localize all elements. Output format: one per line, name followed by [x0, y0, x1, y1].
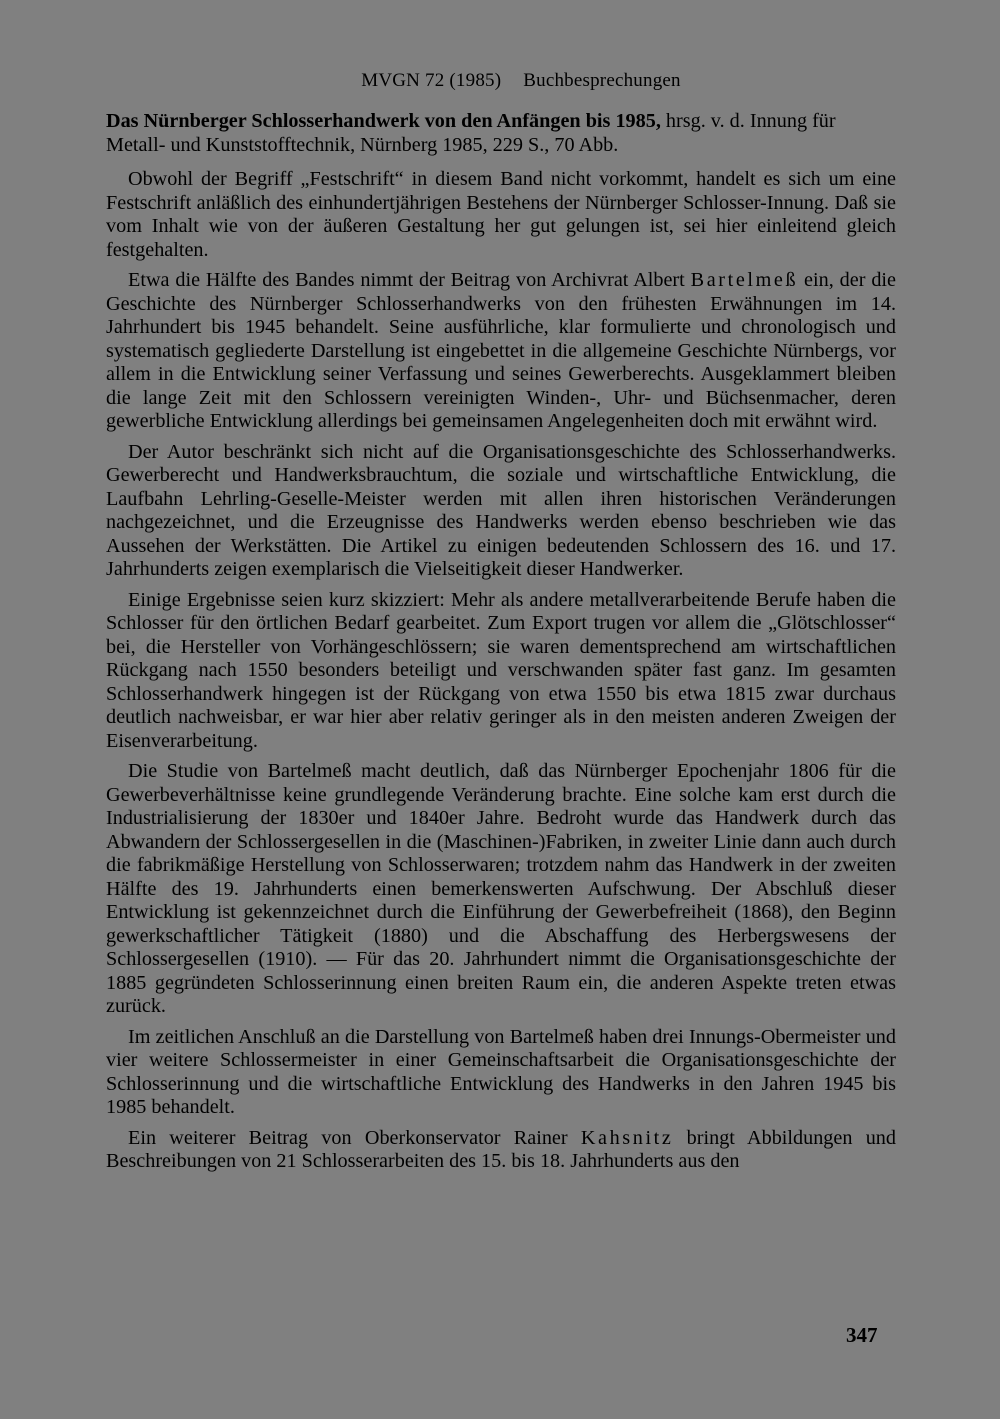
journal-reference: MVGN 72 (1985) — [361, 70, 502, 91]
section-title: Buchbesprechungen — [523, 70, 681, 91]
paragraph-2-text-a: Etwa die Hälfte des Bandes nimmt der Beitrag von Archivrat Albert — [128, 269, 691, 291]
review-title — [106, 110, 896, 157]
page-body — [106, 70, 896, 1181]
paragraph-2-text-b: ein, der die Geschichte des Nürnberger Schlosserhandwerks von den frühesten Erwähnungen im 14. Jahrhundert bis 1945 behandelt. Seine ausführliche, klar formulierte und chronologisch und systematisch gegliederte Darstellung ist eingebettet in die allgemeine Geschichte Nürnbergs, vor allem in die Entwicklung seiner Verfassung und seines Gewerberechts. Ausgeklammert bleiben die lange Zeit mit den Schlossern vereinigten Winden-, Uhr- und Büchsenmacher, deren gewerbliche Entwicklung allerdings bei gemeinsamen Angelegenheiten doch mit erwähnt wird. — [106, 269, 896, 432]
running-head — [146, 70, 896, 92]
author-name-kahsnitz: Kahsnitz — [580, 1126, 674, 1149]
book-title: Das Nürnberger Schlosserhandwerk von den Anfängen bis 1985, — [106, 110, 661, 132]
paragraph-4: Einige Ergebnisse seien kurz skizziert: Mehr als andere metallverarbeitende Berufe haben die Schlosser für den örtlichen Bedarf gearbeitet. Zum Export trugen vor allem die „Glötschlosser“ bei, die Hersteller von Vorhängeschlössern; sie waren dementsprechend am wirtschaftlichen Rückgang nach 1550 besonders beteiligt und verschwanden später fast ganz. Im gesamten Schlosserhandwerk hingegen ist der Rückgang von etwa 1550 bis etwa 1815 zwar durchaus deutlich nachweisbar, er war hier aber relativ geringer als in den meisten anderen Zweigen der Eisenverarbeitung. — [106, 588, 896, 752]
paragraph-7-text-a: Ein weiterer Beitrag von Oberkonservator Rainer — [128, 1126, 581, 1149]
book-details: hrsg. v. d. Innung für Metall- und Kunststofftechnik, Nürnberg 1985, 229 S., 70 Abb. — [106, 110, 836, 156]
paragraph-3: Der Autor beschränkt sich nicht auf die Organisationsgeschichte des Schlosserhandwerks. Gewerberecht und Handwerksbrauchtum, die soziale und wirtschaftliche Entwicklung, die Laufbahn Lehrling-Geselle-Meister werden mit allen ihren historischen Veränderungen nachgezeichnet, und die Erzeugnisse des Handwerks werden ebenso beschrieben wie das Aussehen der Werkstätten. Die Artikel zu einigen bedeutenden Schlossern des 16. und 17. Jahrhunderts zeigen exemplarisch die Vielseitigkeit dieser Handwerker. — [106, 440, 896, 580]
paragraph-2 — [106, 269, 896, 434]
page-number: 347 — [846, 1323, 878, 1347]
paragraph-7 — [106, 1127, 896, 1174]
paragraph-7-text-b: bringt Abbildungen und Beschreibungen von 21 Schlosserarbeiten des 15. bis 18. Jahrhunderts aus den — [106, 1126, 896, 1172]
paragraph-5: Die Studie von Bartelmeß macht deutlich, daß das Nürnberger Epochenjahr 1806 für die Gewerbeverhältnisse keine grundlegende Veränderung brachte. Eine solche kam erst durch die Industrialisierung der 1830er und 1840er Jahre. Bedroht wurde das Handwerk durch das Abwandern der Schlossergesellen in die (Maschinen-)Fabriken, in zweiter Linie dann auch durch die fabrikmäßige Herstellung von Schlosserwaren; trotzdem nahm das Handwerk in der zweiten Hälfte des 19. Jahrhunderts einen bemerkenswerten Aufschwung. Der Abschluß dieser Entwicklung ist gekennzeichnet durch die Einführung der Gewerbefreiheit (1868), den Beginn gewerkschaftlicher Tätigkeit (1880) und die Abschaffung des Herbergswesens der Schlossergesellen (1910). — Für das 20. Jahrhundert nimmt die Organisationsgeschichte der 1885 gegründeten Schlosserinnung einen breiten Raum ein, die anderen Aspekte treten etwas zurück. — [106, 760, 896, 1017]
author-name-bartelmess: Bartelmeß — [690, 269, 799, 291]
paragraph-6: Im zeitlichen Anschluß an die Darstellung von Bartelmeß haben drei Innungs-Obermeister und vier weitere Schlossermeister in einer Gemeinschaftsarbeit die Organisationsgeschichte der Schlosserinnung und die wirtschaftliche Entwicklung des Handwerks in den Jahren 1945 bis 1985 behandelt. — [106, 1025, 896, 1118]
paragraph-1: Obwohl der Begriff „Festschrift“ in diesem Band nicht vorkommt, handelt es sich um eine Festschrift anläßlich des einhundertjährigen Bestehens der Nürnberger Schlosser-Innung. Daß sie vom Inhalt wie von der äußeren Gestaltung her gut gelungen ist, sei hier einleitend gleich festgehalten. — [106, 168, 896, 261]
